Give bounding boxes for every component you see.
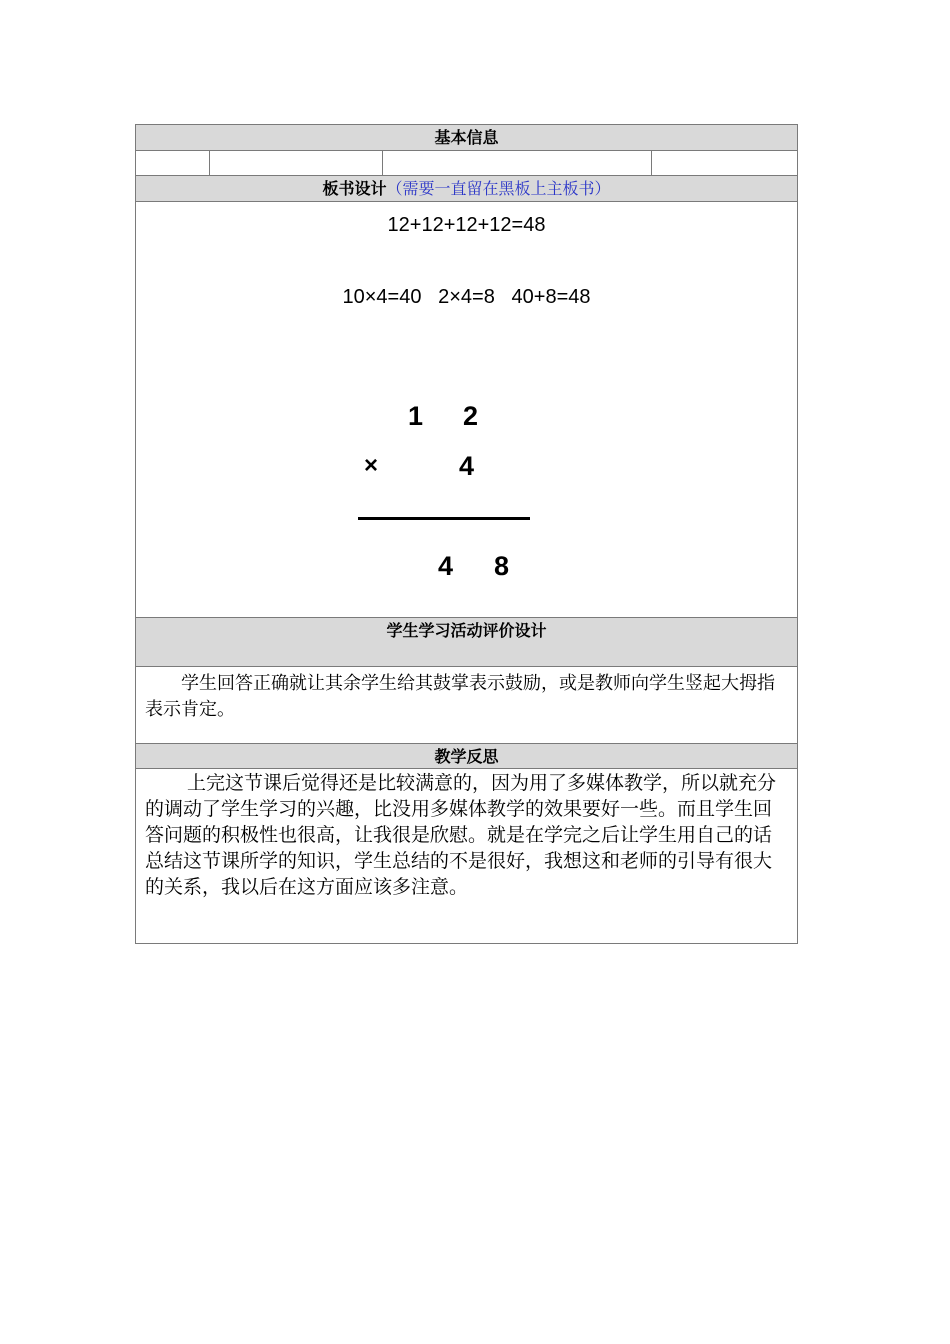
vertical-result-tens: 4: [438, 551, 454, 581]
info-cell-2[interactable]: [210, 151, 383, 175]
evaluation-title: 学生学习活动评价设计: [386, 621, 547, 640]
vertical-top-ones: 2: [463, 401, 479, 431]
vertical-multiplier: 4: [459, 451, 475, 481]
reflection-title: 教学反思: [434, 747, 499, 766]
reflection-header: [135, 743, 798, 768]
partial-products-equations: 10×4=40 2×4=8 40+8=48: [342, 286, 591, 308]
evaluation-text: 学生回答正确就让其余学生给其鼓掌表示鼓励，或是教师向学生竖起大拇指表示肯定。: [145, 673, 775, 720]
vertical-result-line: [358, 517, 530, 520]
info-cell-1[interactable]: [136, 151, 210, 175]
lesson-plan-table: [135, 124, 798, 944]
board-design-title: 板书设计: [322, 179, 387, 198]
evaluation-content: [135, 666, 798, 743]
basic-info-header: [135, 124, 798, 150]
info-cell-3[interactable]: [383, 151, 652, 175]
board-design-header: [135, 175, 798, 201]
board-content: [135, 201, 798, 617]
info-cell-4[interactable]: [652, 151, 797, 175]
basic-info-cells: [135, 150, 798, 175]
basic-info-title: 基本信息: [434, 128, 499, 147]
reflection-text: 上完这节课后觉得还是比较满意的，因为用了多媒体教学，所以就充分的调动了学生学习的兴趣，比没用多媒体教学的效果要好一些。而且学生回答问题的积极性也很高，让我很是欣慰。就是在学完之后让学生用自己的话总结这节课所学的知识，学生总结的不是很好，我想这和老师的引导有很大的关系，我以后在这方面应该多注意。: [145, 772, 777, 898]
repeated-addition-equation: 12+12+12+12=48: [387, 214, 546, 236]
evaluation-header: [135, 617, 798, 666]
vertical-result-ones: 8: [494, 551, 510, 581]
vertical-times-sign: ×: [364, 452, 379, 479]
vertical-top-tens: 1: [408, 401, 424, 431]
reflection-content: [135, 768, 798, 944]
board-design-note: （需要一直留在黑板上主板书）: [386, 179, 611, 198]
